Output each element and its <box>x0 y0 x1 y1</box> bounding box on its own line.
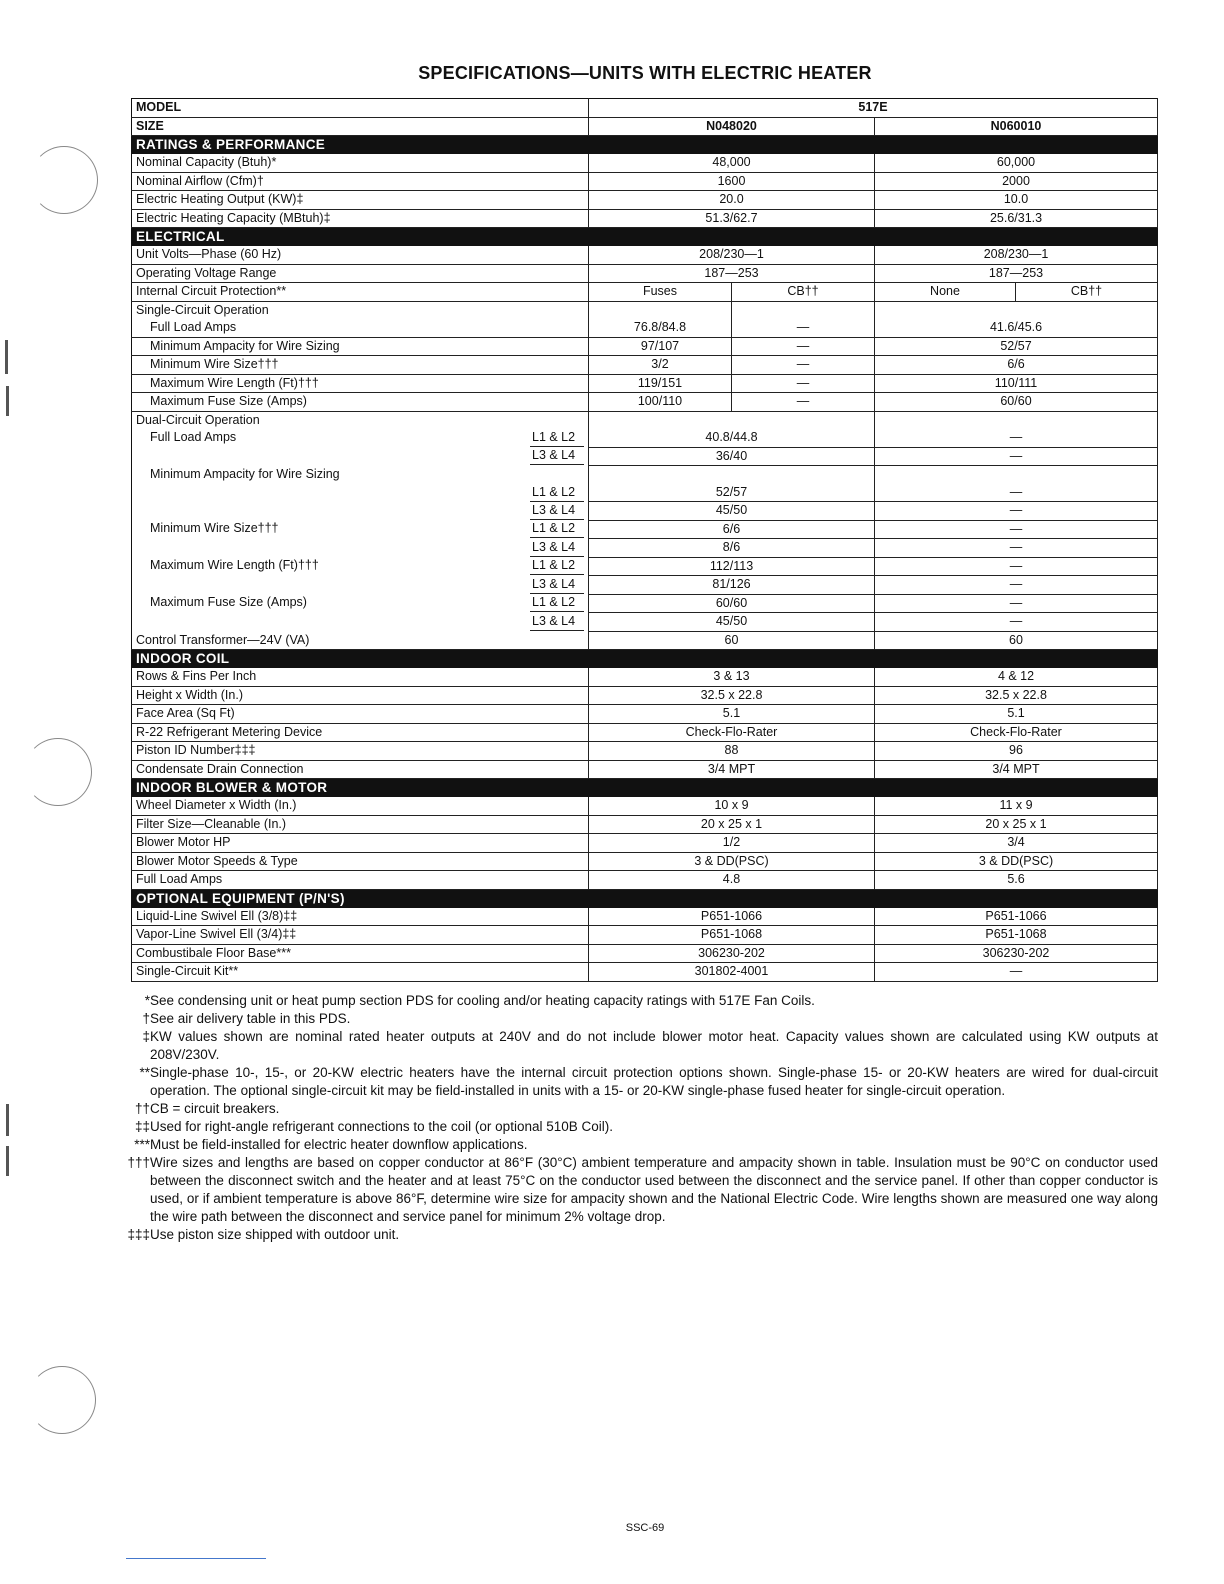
footnote <box>118 1118 1158 1136</box>
line-label: L1 & L2 <box>530 594 584 612</box>
blank-cell <box>875 411 1158 429</box>
value-n048020: 8/6 <box>589 539 875 558</box>
value-n060010: 3/4 MPT <box>875 760 1158 779</box>
value-n060010: 6/6 <box>875 356 1158 375</box>
indoor-coil-row <box>132 705 1158 724</box>
footnote-mark: ** <box>139 1065 150 1080</box>
row-label: Piston ID Number‡‡‡ <box>132 742 589 761</box>
value-fuses: 3/2 <box>589 356 732 375</box>
indoor-coil-row <box>132 760 1158 779</box>
blower-row <box>132 871 1158 890</box>
optional-row <box>132 926 1158 945</box>
row-label: Minimum Ampacity for Wire Sizing <box>132 337 589 356</box>
value-n060010: 5.1 <box>875 705 1158 724</box>
value-n048020: 3/4 MPT <box>589 760 875 779</box>
value-n060010: 52/57 <box>875 337 1158 356</box>
section-title: INDOOR COIL <box>132 650 1158 668</box>
single-circuit-row <box>132 337 1158 356</box>
single-circuit-row <box>132 393 1158 412</box>
margin-mark <box>5 340 8 374</box>
value-n060010: — <box>875 613 1158 632</box>
value-n060010: 25.6/31.3 <box>875 209 1158 228</box>
dual-circuit-row <box>132 520 1158 539</box>
blank-cell <box>732 301 875 319</box>
blank-cell <box>875 466 1158 484</box>
blower-row <box>132 797 1158 816</box>
value-cb: — <box>732 319 875 337</box>
value-n048020: 306230-202 <box>589 944 875 963</box>
protection-cb: CB†† <box>732 283 875 302</box>
value-n048020: 40.8/44.8 <box>589 429 875 447</box>
value-n060010: 96 <box>875 742 1158 761</box>
row-label <box>132 429 589 447</box>
row-label: Single-Circuit Kit** <box>132 963 589 982</box>
protection-row <box>132 283 1158 302</box>
value-n048020: 10 x 9 <box>589 797 875 816</box>
row-label: Electric Heating Capacity (MBtuh)‡ <box>132 209 589 228</box>
value-n060010: 306230-202 <box>875 944 1158 963</box>
row-label <box>132 557 589 576</box>
dual-circuit-row <box>132 447 1158 466</box>
margin-mark <box>6 386 9 416</box>
single-circuit-row <box>132 374 1158 393</box>
value-cb: — <box>732 393 875 412</box>
value-n060010: — <box>875 502 1158 521</box>
footnote-text: KW values shown are nominal rated heater outputs at 240V and do not include blower motor heat. Capacity values shown are calculated using KW outputs at 208V/230V. <box>150 1029 1158 1062</box>
value-n048020: 5.1 <box>589 705 875 724</box>
footnote <box>118 1136 1158 1154</box>
blower-row <box>132 815 1158 834</box>
row-label: Minimum Wire Size††† <box>132 356 589 375</box>
value-n060010: 32.5 x 22.8 <box>875 686 1158 705</box>
page-code: SSC-69 <box>625 1522 665 1534</box>
row-label: Condensate Drain Connection <box>132 760 589 779</box>
dual-circuit-row <box>132 557 1158 576</box>
value-cb: — <box>732 356 875 375</box>
section-blower <box>132 779 1158 797</box>
line-label: L3 & L4 <box>530 502 584 520</box>
value-fuses: 97/107 <box>589 337 732 356</box>
value-n060010: 60/60 <box>875 393 1158 412</box>
row-label: Wheel Diameter x Width (In.) <box>132 797 589 816</box>
row-label: Unit Volts—Phase (60 Hz) <box>132 246 589 265</box>
value-n048020: 60 <box>589 631 875 650</box>
row-label: Maximum Fuse Size (Amps) <box>132 393 589 412</box>
value-n048020: 32.5 x 22.8 <box>589 686 875 705</box>
value-n048020: 45/50 <box>589 613 875 632</box>
blank-cell <box>875 301 1158 319</box>
row-label: Electric Heating Output (KW)‡ <box>132 191 589 210</box>
model-row <box>132 99 1158 118</box>
dual-circuit-row <box>132 484 1158 502</box>
value-fuses: 76.8/84.8 <box>589 319 732 337</box>
section-title: INDOOR BLOWER & MOTOR <box>132 779 1158 797</box>
footnote-text: Single-phase 10-, 15-, or 20-KW electric heaters have the internal circuit protection options shown. Single-phase 15- or 20-KW heaters are wired for dual-circuit operation. The optional single-circuit kit may be field-installed in units with a 15- or 20-KW single-phase fused heater for single-circuit operation. <box>150 1065 1158 1098</box>
subsection-label: Single-Circuit Operation <box>132 301 589 319</box>
value-cb: — <box>732 337 875 356</box>
footnote-mark: †† <box>134 1101 150 1116</box>
row-label: Full Load Amps <box>132 319 589 337</box>
value-n048020: 20.0 <box>589 191 875 210</box>
line-label: L1 & L2 <box>530 484 584 502</box>
value-n048020: 51.3/62.7 <box>589 209 875 228</box>
indoor-coil-row <box>132 686 1158 705</box>
section-optional <box>132 889 1158 907</box>
value-n048020: 301802-4001 <box>589 963 875 982</box>
indoor-coil-row <box>132 723 1158 742</box>
margin-mark <box>6 1104 9 1136</box>
row-label: Liquid-Line Swivel Ell (3/8)‡‡ <box>132 907 589 926</box>
value-n060010: — <box>875 429 1158 447</box>
footnote-text: See condensing unit or heat pump section PDS for cooling and/or heating capacity ratings with 517E Fan Coils. <box>150 993 815 1008</box>
value-fuses: 119/151 <box>589 374 732 393</box>
row-label <box>132 520 589 539</box>
ratings-row <box>132 154 1158 173</box>
section-title: ELECTRICAL <box>132 228 1158 246</box>
row-label: Height x Width (In.) <box>132 686 589 705</box>
row-label: Control Transformer—24V (VA) <box>132 631 589 650</box>
value-n060010: 60 <box>875 631 1158 650</box>
footnote-mark: ‡‡‡ <box>127 1227 150 1242</box>
value-n060010: — <box>875 520 1158 539</box>
value-n048020: 52/57 <box>589 484 875 502</box>
footnote-text: CB = circuit breakers. <box>150 1101 280 1116</box>
value-n060010: — <box>875 963 1158 982</box>
value-n048020: 208/230—1 <box>589 246 875 265</box>
row-label: R-22 Refrigerant Metering Device <box>132 723 589 742</box>
footnote-mark: ‡‡ <box>134 1119 150 1134</box>
value-n048020: 187—253 <box>589 264 875 283</box>
indoor-coil-row <box>132 742 1158 761</box>
value-n060010: P651-1068 <box>875 926 1158 945</box>
subsection-label: Dual-Circuit Operation <box>132 411 589 429</box>
value-n060010: 4 & 12 <box>875 668 1158 687</box>
footnote <box>118 1010 1158 1028</box>
value-n060010: — <box>875 539 1158 558</box>
dual-circuit-row <box>132 539 1158 558</box>
value-n048020: 36/40 <box>589 447 875 466</box>
row-label-text: Maximum Wire Length (Ft)††† <box>150 558 319 573</box>
value-n060010: 110/111 <box>875 374 1158 393</box>
value-n060010: 208/230—1 <box>875 246 1158 265</box>
value-n060010: — <box>875 557 1158 576</box>
transformer-row <box>132 631 1158 650</box>
value-n048020: 45/50 <box>589 502 875 521</box>
volts-row <box>132 246 1158 265</box>
row-label: Full Load Amps <box>132 871 589 890</box>
protection-fuses: Fuses <box>589 283 732 302</box>
row-label <box>132 539 589 558</box>
section-title: RATINGS & PERFORMANCE <box>132 136 1158 154</box>
value-n048020: Check-Flo-Rater <box>589 723 875 742</box>
line-label: L1 & L2 <box>530 429 584 447</box>
dual-circuit-row <box>132 613 1158 632</box>
punch-hole-top <box>30 146 98 214</box>
row-label <box>132 576 589 595</box>
value-n048020: 81/126 <box>589 576 875 595</box>
row-label <box>132 613 589 632</box>
blank-cell <box>589 411 875 429</box>
row-label <box>132 447 589 466</box>
footnote <box>118 1064 1158 1100</box>
margin-mark <box>6 1146 9 1176</box>
row-label <box>132 484 589 502</box>
blank-cell <box>589 466 875 484</box>
footnote-mark: *** <box>134 1137 150 1152</box>
dual-circuit-row <box>132 502 1158 521</box>
section-title: OPTIONAL EQUIPMENT (P/N'S) <box>132 889 1158 907</box>
footnote-text: Must be field-installed for electric heater downflow applications. <box>150 1137 528 1152</box>
size-n048020: N048020 <box>589 117 875 136</box>
optional-row <box>132 963 1158 982</box>
footnotes <box>118 992 1158 1244</box>
bottom-rule <box>126 1558 266 1559</box>
size-n060010: N060010 <box>875 117 1158 136</box>
indoor-coil-row <box>132 668 1158 687</box>
protection-cb: CB†† <box>1016 283 1158 302</box>
footnote-mark: * <box>144 993 150 1008</box>
value-n060010: — <box>875 447 1158 466</box>
blower-row <box>132 852 1158 871</box>
value-n060010: 11 x 9 <box>875 797 1158 816</box>
value-n048020: 60/60 <box>589 594 875 613</box>
row-label: Nominal Capacity (Btuh)* <box>132 154 589 173</box>
ratings-row <box>132 172 1158 191</box>
value-n060010: 3 & DD(PSC) <box>875 852 1158 871</box>
footnote <box>118 992 1158 1010</box>
value-n048020: 112/113 <box>589 557 875 576</box>
specifications-table <box>131 98 1158 982</box>
ratings-row <box>132 209 1158 228</box>
row-label: Internal Circuit Protection** <box>132 283 589 302</box>
row-label: Face Area (Sq Ft) <box>132 705 589 724</box>
row-label <box>132 594 589 613</box>
model-label: MODEL <box>132 99 589 118</box>
footnote-mark: † <box>142 1011 150 1026</box>
value-n060010: 3/4 <box>875 834 1158 853</box>
optional-row <box>132 944 1158 963</box>
value-n060010: 5.6 <box>875 871 1158 890</box>
value-n048020: 1600 <box>589 172 875 191</box>
dual-circuit-row <box>132 576 1158 595</box>
row-label: Blower Motor Speeds & Type <box>132 852 589 871</box>
row-label: Combustibale Floor Base*** <box>132 944 589 963</box>
footnote <box>118 1028 1158 1064</box>
value-n060010: P651-1066 <box>875 907 1158 926</box>
row-label: Vapor-Line Swivel Ell (3/4)‡‡ <box>132 926 589 945</box>
line-label: L3 & L4 <box>530 539 584 557</box>
row-label: Blower Motor HP <box>132 834 589 853</box>
value-n060010: — <box>875 576 1158 595</box>
value-n048020: 20 x 25 x 1 <box>589 815 875 834</box>
row-label-text: Minimum Wire Size††† <box>150 521 279 536</box>
value-n060010: 20 x 25 x 1 <box>875 815 1158 834</box>
line-label: L3 & L4 <box>530 576 584 594</box>
row-label: Rows & Fins Per Inch <box>132 668 589 687</box>
footnote-text: Used for right-angle refrigerant connections to the coil (or optional 510B Coil). <box>150 1119 613 1134</box>
footnote-text: Wire sizes and lengths are based on copper conductor at 86°F (30°C) ambient temperature and ampacity shown in table. Insulation must be 90°C on conductor used between the disconnect switch and the heater and at least 75°C on the conductor used between the disconnect and the service panel. If other than copper conductor is used, or if ambient temperature is above 86°F, determine wire size for ampacity shown and the National Electric Code. Wire lengths shown are measured one way along the wire path between the disconnect and service panel for minimum 2% voltage drop. <box>150 1155 1158 1224</box>
value-n048020: 48,000 <box>589 154 875 173</box>
row-label: Operating Voltage Range <box>132 264 589 283</box>
single-circuit-row <box>132 319 1158 337</box>
value-n060010: — <box>875 594 1158 613</box>
line-label: L1 & L2 <box>530 520 584 538</box>
ratings-row <box>132 191 1158 210</box>
footnote-mark: ‡ <box>142 1029 150 1044</box>
value-n048020: 3 & 13 <box>589 668 875 687</box>
size-label: SIZE <box>132 117 589 136</box>
protection-none: None <box>875 283 1016 302</box>
model-value: 517E <box>589 99 1158 118</box>
footnote-text: See air delivery table in this PDS. <box>150 1011 351 1026</box>
value-n060010: 187—253 <box>875 264 1158 283</box>
punch-hole-bottom <box>28 1366 96 1434</box>
dual-label-row <box>132 466 1158 484</box>
value-n048020: 6/6 <box>589 520 875 539</box>
dual-circuit-row <box>132 429 1158 447</box>
value-n048020: 88 <box>589 742 875 761</box>
page-title: SPECIFICATIONS—UNITS WITH ELECTRIC HEATER <box>418 63 872 83</box>
value-n060010: 60,000 <box>875 154 1158 173</box>
row-label: Maximum Wire Length (Ft)††† <box>132 374 589 393</box>
single-circuit-heading <box>132 301 1158 319</box>
blower-row <box>132 834 1158 853</box>
footnote <box>118 1226 1158 1244</box>
line-label: L3 & L4 <box>530 447 584 465</box>
value-n060010: 10.0 <box>875 191 1158 210</box>
value-n048020: P651-1068 <box>589 926 875 945</box>
row-label: Minimum Ampacity for Wire Sizing <box>132 466 589 484</box>
value-n060010: 2000 <box>875 172 1158 191</box>
value-fuses: 100/110 <box>589 393 732 412</box>
footnote-text: Use piston size shipped with outdoor unit. <box>150 1227 400 1242</box>
section-electrical <box>132 228 1158 246</box>
dual-circuit-heading <box>132 411 1158 429</box>
blank-cell <box>589 301 732 319</box>
row-label-text: Maximum Fuse Size (Amps) <box>150 595 307 610</box>
line-label: L3 & L4 <box>530 613 584 631</box>
size-row <box>132 117 1158 136</box>
row-label <box>132 502 589 521</box>
dual-circuit-row <box>132 594 1158 613</box>
section-indoor-coil <box>132 650 1158 668</box>
value-n060010: — <box>875 484 1158 502</box>
punch-hole-middle <box>24 738 92 806</box>
row-label: Filter Size—Cleanable (In.) <box>132 815 589 834</box>
value-n048020: 4.8 <box>589 871 875 890</box>
footnote <box>118 1100 1158 1118</box>
value-n060010: Check-Flo-Rater <box>875 723 1158 742</box>
line-label: L1 & L2 <box>530 557 584 575</box>
value-n060010: 41.6/45.6 <box>875 319 1158 337</box>
single-circuit-row <box>132 356 1158 375</box>
footnote-mark: ††† <box>127 1155 150 1170</box>
value-n048020: 1/2 <box>589 834 875 853</box>
value-n048020: P651-1066 <box>589 907 875 926</box>
value-cb: — <box>732 374 875 393</box>
section-ratings <box>132 136 1158 154</box>
row-label: Nominal Airflow (Cfm)† <box>132 172 589 191</box>
range-row <box>132 264 1158 283</box>
value-n048020: 3 & DD(PSC) <box>589 852 875 871</box>
row-label-text: Full Load Amps <box>150 430 237 444</box>
optional-row <box>132 907 1158 926</box>
footnote <box>118 1154 1158 1226</box>
